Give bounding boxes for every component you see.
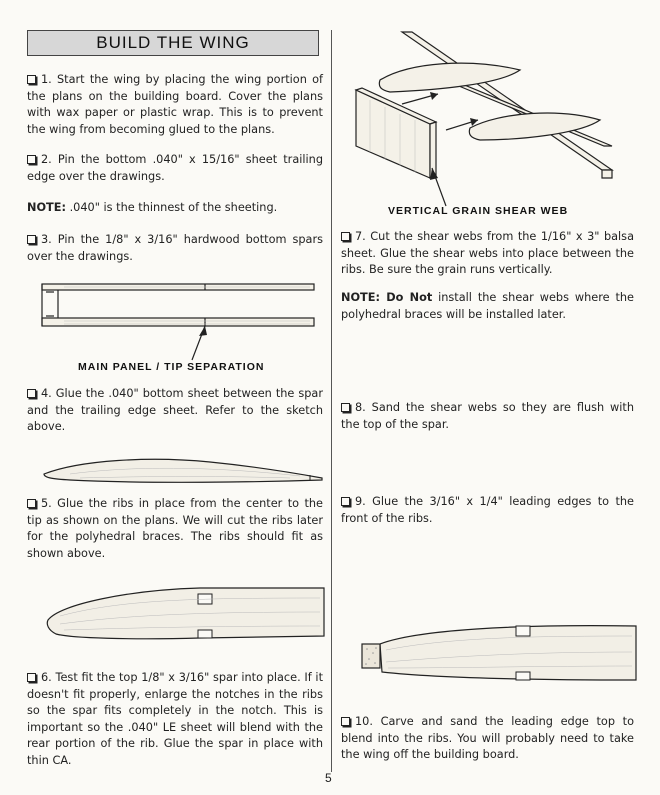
step-9: 9. Glue the 3/16" x 1/4" leading edges to the front of the ribs.: [341, 495, 634, 525]
checkbox-icon[interactable]: [341, 497, 350, 506]
checkbox-icon[interactable]: [341, 403, 350, 412]
rib-notch-figure: [40, 576, 328, 652]
page-number: 5: [325, 771, 332, 785]
step-6: 6. Test fit the top 1/8" x 3/16" spar into place. If it doesn't fit properly, enlarge the notches in the ribs so the spar fits completely in the notch. This is important so the .040" LE sheet will blend with the rear portion of the rib. Glue the spar in place with thin CA.: [27, 671, 323, 767]
step-1: 1. Start the wing by placing the wing portion of the plans on the building board. Cover the plans with wax paper or plastic wrap. This is to prevent the wing from becoming glued to the plans.: [27, 73, 323, 136]
checkbox-icon[interactable]: [27, 673, 36, 682]
note-thinnest: NOTE: .040" is the thinnest of the sheeting.: [27, 201, 278, 214]
checkbox-icon[interactable]: [27, 75, 36, 84]
checkbox-icon[interactable]: [341, 717, 350, 726]
step-3: 3. Pin the 1/8" x 3/16" hardwood bottom spars over the drawings.: [27, 233, 323, 263]
step-8: 8. Sand the shear webs so they are flush with the top of the spar.: [341, 401, 634, 431]
step-2: 2. Pin the bottom .040" x 15/16" sheet trailing edge over the drawings.: [27, 153, 323, 183]
column-divider: [331, 30, 332, 772]
checkbox-icon[interactable]: [27, 155, 36, 164]
checkbox-icon[interactable]: [27, 389, 36, 398]
rib-profile-figure: [40, 448, 328, 488]
checkbox-icon[interactable]: [27, 499, 36, 508]
step-4: 4. Glue the .040" bottom sheet between the spar and the trailing edge sheet. Refer to the sketch above.: [27, 387, 323, 433]
step-10: 10. Carve and sand the leading edge top to blend into the ribs. You will probably need to take the wing off the building board.: [341, 715, 634, 761]
caption-shear-web: VERTICAL GRAIN SHEAR WEB: [388, 205, 569, 217]
step-5: 5. Glue the ribs in place from the center to the tip as shown on the plans. We will cut the ribs later for the polyhedral braces. The ribs should fit as shown above.: [27, 497, 323, 560]
checkbox-icon[interactable]: [341, 232, 350, 241]
checkbox-icon[interactable]: [27, 235, 36, 244]
note-polyhedral: NOTE: Do Not install the shear webs where the polyhedral braces will be installed later.: [341, 291, 634, 321]
spar-figure: [40, 278, 320, 370]
leading-edge-figure: [356, 618, 640, 694]
shear-web-figure: [350, 28, 630, 210]
step-7: 7. Cut the shear webs from the 1/16" x 3" balsa sheet. Glue the shear webs into place between the ribs. Be sure the grain runs vertically.: [341, 230, 634, 276]
section-header: BUILD THE WING: [27, 30, 319, 56]
caption-tip-separation: MAIN PANEL / TIP SEPARATION: [78, 361, 265, 373]
